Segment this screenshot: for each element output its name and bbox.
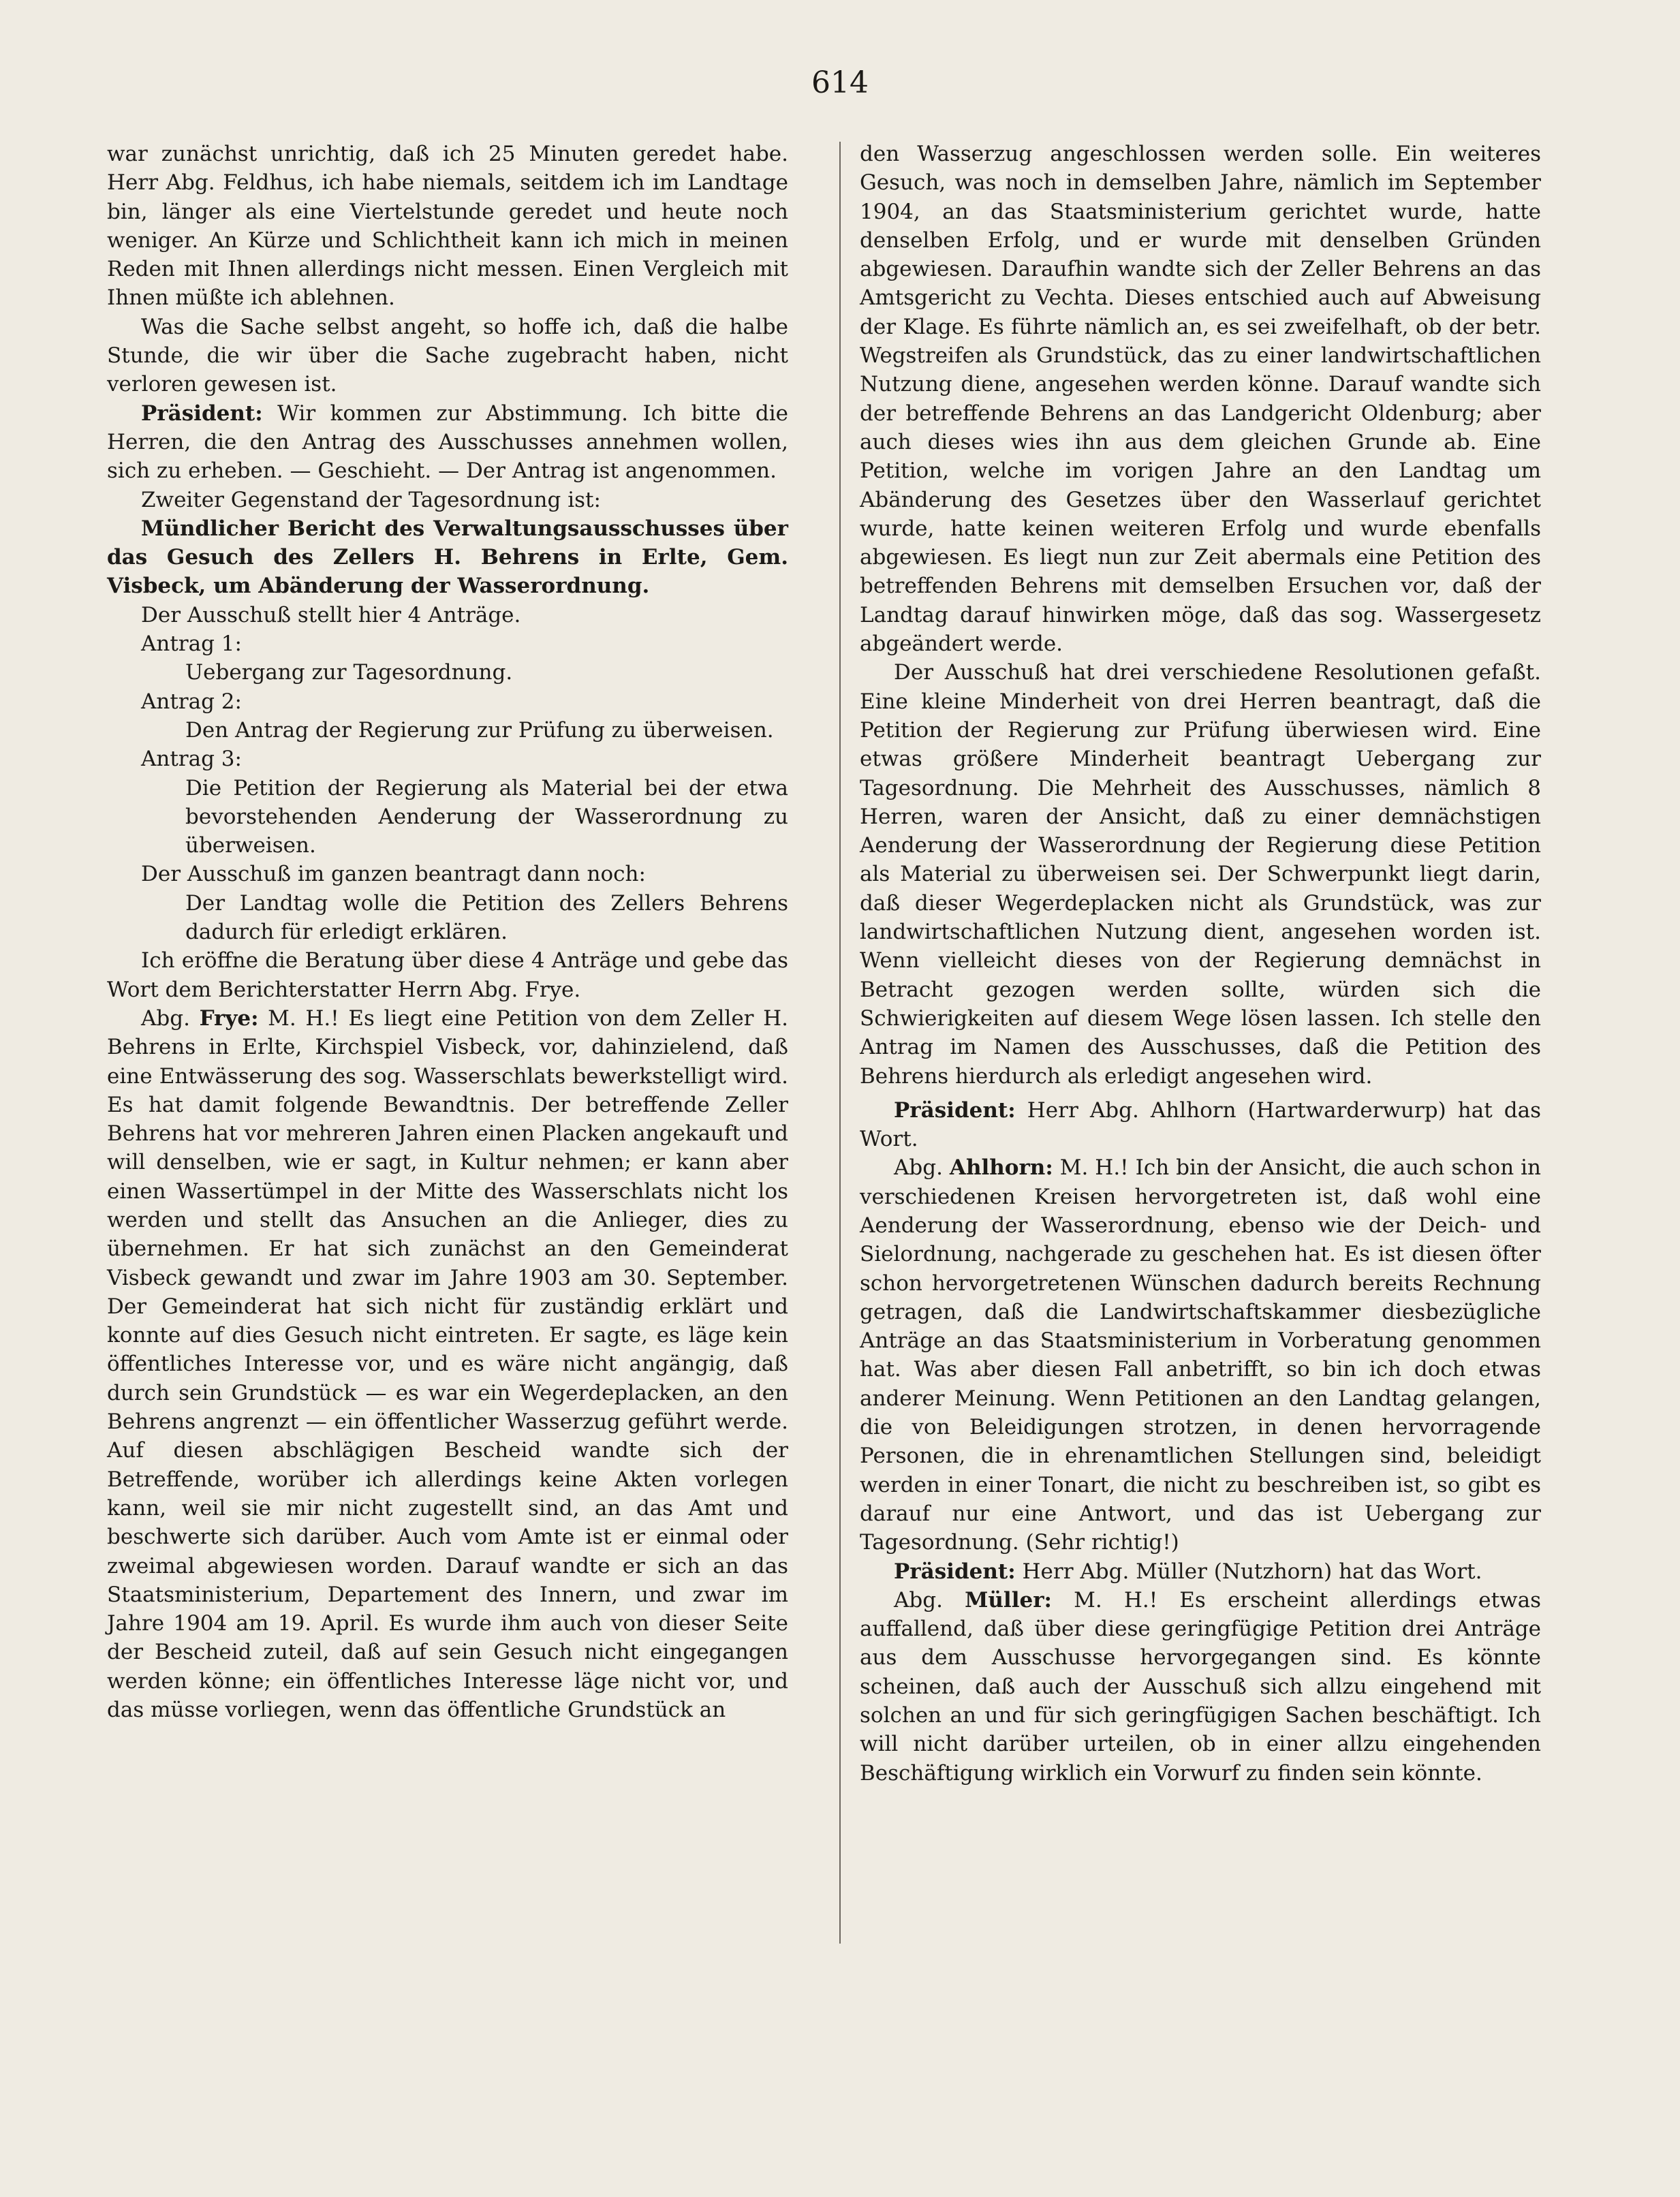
agenda-item-heading: Mündlicher Bericht des Verwaltungsausschusses über das Gesuch des Zellers H. Behrens in Erlte, Gem. Visbeck, um Abänderung der Wasserordnung.: [107, 516, 788, 599]
page-number: 614: [811, 65, 869, 100]
paragraph: Der Ausschuß hat drei verschiedene Resolutionen gefaßt. Eine kleine Minderheit von drei Herren beantragt, daß die Petition der Regierung zur Prüfung überwiesen wird. Eine etwas größere Minderheit beantragt Uebergang zur Tagesordnung. Die Mehrheit des Ausschusses, nämlich 8 Herren, waren der Ansicht, daß zu einer demnächstigen Aenderung der Wasserordnung der Regierung diese Petition als Material zu überweisen sei. Der Schwerpunkt liegt darin, daß dieser Wegerdeplacken nicht als Grundstück, was zur landwirtschaftlichen Nutzung dient, angesehen worden ist. Wenn vielleicht dieses von der Regierung demnächst in Betracht gezogen werden sollte, würden sich die Schwierigkeiten auf diesem Wege lösen lassen. Ich stelle den Antrag im Namen des Ausschusses, daß die Petition des Behrens hierdurch als erledigt angesehen wird.: [860, 660, 1541, 1089]
motion-text: Uebergang zur Tagesordnung.: [185, 660, 513, 685]
paragraph: den Wasserzug angeschlossen werden solle. Ein weiteres Gesuch, was noch in demselben Jahre, nämlich im September 1904, an das Staatsministerium gerichtet wurde, hatte denselben Erfolg, und er wurde mit denselben Gründen abgewiesen. Daraufhin wandte sich der Zeller Behrens an das Amtsgericht zu Vechta. Dieses entschied auch auf Abweisung der Klage. Es führte nämlich an, es sei zweifelhaft, ob der betr. Wegstreifen als Grundstück, das zu einer landwirtschaftlichen Nutzung diene, angesehen werden könne. Darauf wandte sich der betreffende Behrens an das Landgericht Oldenburg; aber auch dieses wies ihn aus dem gleichen Grunde ab. Eine Petition, welche im vorigen Jahre an den Landtag um Abänderung des Gesetzes über den Wasserlauf gerichtet wurde, hatte keinen weiteren Erfolg und wurde ebenfalls abgewiesen. Es liegt nun zur Zeit abermals eine Petition des betreffenden Behrens mit demselben Ersuchen vor, daß der Landtag darauf hinwirken möge, daß das sog. Wassergesetz abgeändert werde.: [860, 142, 1541, 657]
speaker-name: Präsident:: [141, 401, 263, 426]
speech-text: Herr Abg. Müller (Nutzhorn) hat das Wort.: [1015, 1559, 1482, 1584]
paragraph: [860, 1586, 1541, 1788]
motion-text: Den Antrag der Regierung zur Prüfung zu überweisen.: [185, 717, 774, 743]
motion-text: Die Petition der Regierung als Material bei der etwa bevorstehenden Aenderung der Wasserordnung zu überweisen.: [185, 775, 788, 858]
paragraph: Ich eröffne die Beratung über diese 4 Anträge und gebe das Wort dem Berichterstatter Herrn Abg. Frye.: [107, 948, 788, 1002]
paragraph: [860, 1096, 1541, 1154]
right-column: [860, 140, 1541, 1788]
column-divider: [839, 142, 841, 1944]
paragraph: [860, 1557, 1541, 1586]
speaker-name: Frye:: [199, 1006, 259, 1031]
paragraph: Was die Sache selbst angeht, so hoffe ich, daß die halbe Stunde, die wir über die Sache zugebracht haben, nicht verloren gewesen ist.: [107, 314, 788, 397]
speaker-prefix: Abg.: [141, 1006, 200, 1031]
motion-label: Antrag 2:: [141, 689, 242, 714]
motion-text: Der Landtag wolle die Petition des Zellers Behrens dadurch für erledigt erklären.: [185, 890, 788, 945]
paragraph: [107, 1004, 788, 1724]
speaker-prefix: Abg.: [894, 1587, 965, 1612]
speech-text: Wir kommen zur Abstimmung. Ich bitte die Herren, die den Antrag des Ausschusses annehmen wollen, sich zu erheben. — Geschieht. — Der Antrag ist angenommen.: [107, 401, 788, 484]
paragraph: [860, 1153, 1541, 1557]
speech-text: M. H.! Es erscheint allerdings etwas auffallend, daß über diese geringfügige Petition drei Anträge aus dem Ausschusse hervorgegangen sind. Es könnte scheinen, daß auch der Ausschuß sich allzu eingehend mit solchen an und für sich geringfügigen Sachen beschäftigt. Ich will nicht darüber urteilen, ob in einer allzu eingehenden Beschäftigung wirklich ein Vorwurf zu finden sein könnte.: [860, 1587, 1541, 1786]
speaker-prefix: Abg.: [894, 1155, 950, 1181]
speech-text: M. H.! Ich bin der Ansicht, die auch schon in verschiedenen Kreisen hervorgetreten ist, daß wohl eine Aenderung der Wasserordnung, ebenso wie der Deich- und Sielordnung, nachgerade zu geschehen hat. Es ist diesen öfter schon hervorgetretenen Wünschen dadurch bereits Rechnung getragen, daß die Landwirtschaftskammer diesbezügliche Anträge an das Staatsministerium in Vorberatung genommen hat. Was aber diesen Fall anbetrifft, so bin ich doch etwas anderer Meinung. Wenn Petitionen an den Landtag gelangen, die von Beleidigungen strotzen, in denen hervorragende Personen, die in ehrenamtlichen Stellungen sind, beleidigt werden in einer Tonart, die nicht zu beschreiben ist, so gibt es darauf nur eine Antwort, und das ist Uebergang zur Tagesordnung. (Sehr richtig!): [860, 1155, 1541, 1555]
left-column: [107, 140, 788, 1724]
paragraph: Der Ausschuß im ganzen beantragt dann noch:: [141, 862, 646, 887]
motion-label: Antrag 1:: [141, 632, 242, 657]
speaker-name: Ahlhorn:: [949, 1155, 1053, 1181]
paragraph: war zunächst unrichtig, daß ich 25 Minuten geredet habe. Herr Abg. Feldhus, ich habe niemals, seitdem ich im Landtage bin, länger als eine Viertelstunde geredet und heute noch weniger. An Kürze und Schlichtheit kann ich mich in meinen Reden mit Ihnen allerdings nicht messen. Einen Vergleich mit Ihnen müßte ich ablehnen.: [107, 142, 788, 311]
speaker-name: Präsident:: [894, 1097, 1016, 1123]
paragraph: [107, 399, 788, 486]
paragraph: Der Ausschuß stellt hier 4 Anträge.: [141, 602, 521, 627]
speech-text: Herr Abg. Ahlhorn (Hartwarderwurp) hat das Wort.: [860, 1097, 1541, 1152]
speech-text: M. H.! Es liegt eine Petition von dem Zeller H. Behrens in Erlte, Kirchspiel Visbeck, vor, dahinzielend, daß eine Entwässerung des sog. Wasserschlats bewerkstelligt wird. Es hat damit folgende Bewandtnis. Der betreffende Zeller Behrens hat vor mehreren Jahren einen Placken angekauft und will denselben, wie er sagt, in Kultur nehmen; er kann aber einen Wassertümpel in der Mitte des Wasserschlats nicht los werden und stellt das Ansuchen an die Anlieger, dies zu übernehmen. Er hat sich zunächst an den Gemeinderat Visbeck gewandt und zwar im Jahre 1903 am 30. September. Der Gemeinderat hat sich nicht für zuständig erklärt und konnte auf dies Gesuch nicht eintreten. Er sagte, es läge kein öffentliches Interesse vor, und es wäre nicht angängig, daß durch sein Grundstück — es war ein Wegerdeplacken, an den Behrens angrenzt — ein öffentlicher Wasserzug geführt werde. Auf diesen abschlägigen Bescheid wandte sich der Betreffende, worüber ich allerdings keine Akten vorlegen kann, weil sie mir nicht zugestellt sind, an das Amt und beschwerte sich darüber. Auch vom Amte ist er einmal oder zweimal abgewiesen worden. Darauf wandte er sich an das Staatsministerium, Departement des Innern, und zwar im Jahre 1904 am 19. April. Es wurde ihm auch von dieser Seite der Bescheid zuteil, daß auf sein Gesuch nicht eingegangen werden könne; ein öffentliches Interesse läge nicht vor, und das müsse vorliegen, wenn das öffentliche Grundstück an: [107, 1006, 788, 1723]
motion-label: Antrag 3:: [141, 747, 242, 772]
paragraph: Zweiter Gegenstand der Tagesordnung ist:: [141, 487, 601, 512]
speaker-name: Müller:: [965, 1587, 1052, 1612]
speaker-name: Präsident:: [894, 1559, 1016, 1584]
